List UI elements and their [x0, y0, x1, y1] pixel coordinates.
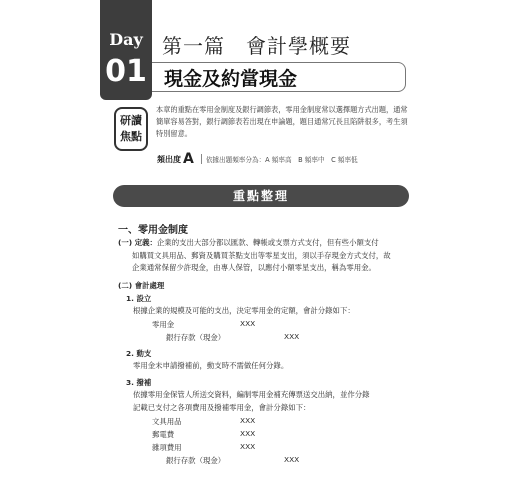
part-title: 第一篇 會計學概要 — [162, 34, 351, 58]
frequency-grade: A — [183, 151, 194, 167]
setup-entry-2-account: 銀行存款（現金） — [166, 333, 226, 342]
replenish-line-1: 依據零用金保管人所送交資料，編制零用金補充傳票送交出納，並作分錄 — [133, 390, 370, 399]
key-points-banner: 重點整理 — [113, 185, 409, 207]
definition-line-2: 如購買文具用品、郵資及購買茶點支出等零星支出，須以手存現金方式支付，故 — [132, 250, 391, 260]
use-text: 零用金未申請撥補前，動支時不需做任何分錄。 — [133, 361, 289, 370]
day-number: 01 — [105, 54, 147, 89]
setup-heading: 1. 設立 — [126, 294, 152, 303]
replenish-heading: 3. 撥補 — [126, 378, 152, 387]
day-label: Day — [109, 30, 143, 49]
definition-label: (一) 定義： — [118, 238, 157, 247]
frequency-row — [157, 151, 358, 167]
definition-line-1: 企業的支出大部分都以匯款、轉帳或支票方式支付，但有些小額支付 — [156, 238, 379, 247]
setup-entry-1-account: 零用金 — [152, 320, 175, 329]
chapter-title-box — [152, 62, 406, 92]
replenish-entry-3-account: 雜項費用 — [152, 443, 182, 452]
accounting-heading: (二) 會計處理 — [118, 281, 165, 290]
replenish-entry-2-account: 郵電費 — [152, 430, 175, 439]
definition-line-3: 企業通常保留少許現金，由專人保管，以應付小額零星支出，稱為零用金。 — [132, 263, 376, 272]
study-focus-text: 本章的重點在零用金制度及銀行調節表，零用金制度常以選擇題方式出題，通常簡單容易答對，銀行調節表若出現在申論題，題目通常冗長且陷阱很多，考生須特別留意。 — [156, 105, 408, 138]
replenish-entry-2-debit: XXX — [240, 429, 256, 438]
section-heading: 一、零用金制度 — [118, 225, 188, 236]
replenish-entry-1-account: 文具用品 — [152, 417, 182, 426]
day-tab — [100, 0, 152, 100]
replenish-entry-3-debit: XXX — [240, 442, 256, 451]
badge-line-1: 研讀 — [120, 114, 142, 127]
replenish-entry-4-account: 銀行存款（現金） — [166, 456, 226, 465]
frequency-divider — [201, 154, 202, 164]
study-focus-badge — [114, 107, 148, 151]
chapter-title: 現金及約當現金 — [164, 68, 298, 90]
replenish-line-2: 記載已支付之各項費用及撥補零用金，會計分錄如下： — [133, 402, 311, 412]
setup-entry-2-credit: XXX — [284, 332, 300, 341]
badge-line-2: 焦點 — [120, 130, 142, 143]
replenish-entry-4-credit: XXX — [284, 455, 300, 464]
definition-paragraph — [118, 237, 408, 275]
replenish-entry-1-debit: XXX — [240, 416, 256, 425]
frequency-label: 頻出度 — [157, 154, 181, 164]
frequency-note: 依據出題頻率分為：A 頻率高 B 頻率中 C 頻率低 — [205, 156, 358, 164]
setup-entry-1-debit: XXX — [240, 319, 256, 328]
use-heading: 2. 動支 — [126, 349, 152, 358]
replenish-paragraph — [133, 389, 413, 414]
setup-text: 根據企業的規模及可能的支出，決定零用金的定額，會計分錄如下： — [133, 306, 355, 315]
